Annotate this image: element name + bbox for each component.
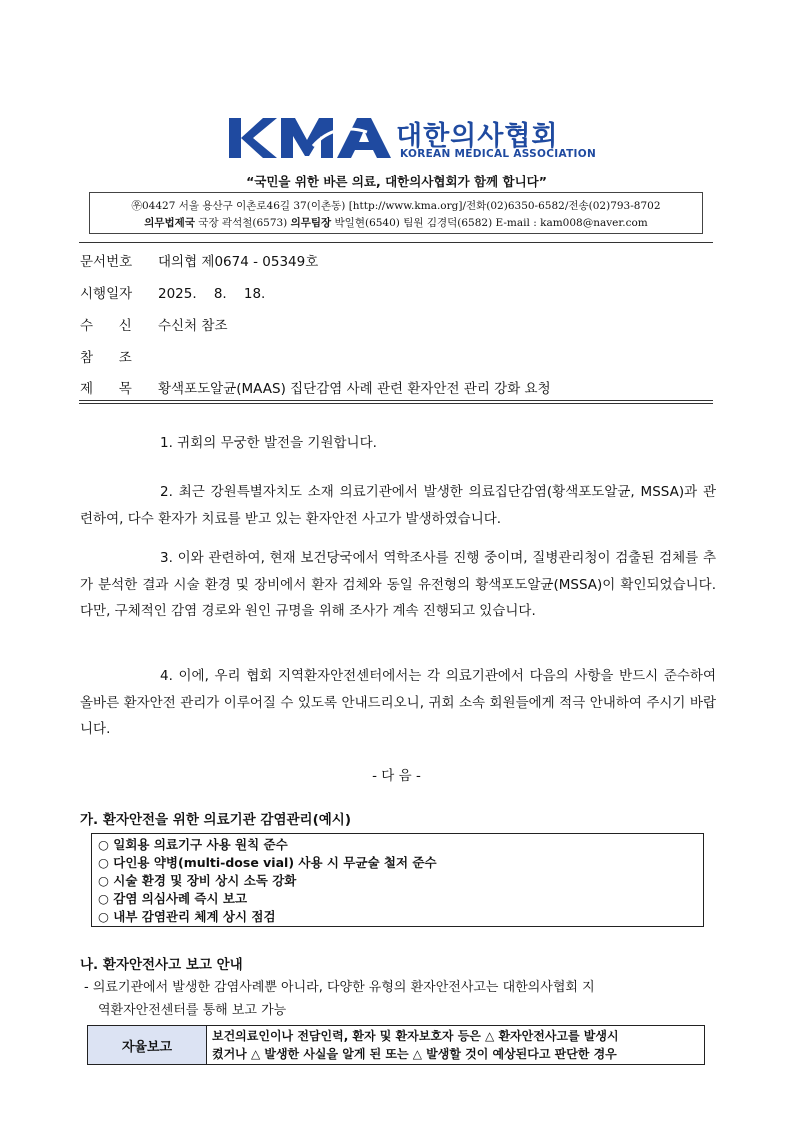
team-contact: 박일현(6540) 팀원 김경덕(6582) E-mail : kam008@naver.com (331, 217, 648, 229)
report-desc-line1: 보건의료인이나 전담인력, 환자 및 환자보호자 등은 △ 환자안전사고를 발생시 (212, 1029, 619, 1043)
report-type-label: 자율보고 (88, 1026, 207, 1064)
subject-row (80, 377, 551, 397)
doc-number-label: 문서번호 (80, 254, 133, 270)
contact-box (89, 192, 703, 234)
meta-bottom-rule-2 (79, 403, 713, 404)
subject-label: 제 목 (80, 381, 132, 397)
dept-label: 의무법제국 (144, 217, 195, 229)
infection-control-list (91, 833, 704, 927)
subject-value: 황색포도알균(MAAS) 집단감염 사례 관련 환자안전 관리 강화 요청 (158, 381, 551, 397)
list-item: ○ 내부 감염관리 체계 상시 점검 (98, 909, 276, 924)
dept-contact: 국장 곽석철(6573) (194, 217, 291, 229)
section-b-note-line2: 역환자안전센터를 통해 보고 가능 (98, 1003, 287, 1018)
paragraph-4: 4. 이에, 우리 협회 지역환자안전센터에서는 각 의료기관에서 다음의 사항을 반드시 준수하여 올바른 환자안전 관리가 이루어질 수 있도록 안내드리오니, 귀회 소속 회원들에게 적극 안내하여 주시기 바랍니다. (80, 668, 716, 737)
report-desc-line2: 켰거나 △ 발생한 사실을 알게 된 또는 △ 발생할 것이 예상된다고 판단한 경우 (212, 1047, 617, 1061)
section-b-title: 나. 환자안전사고 보고 안내 (80, 957, 243, 973)
meta-bottom-rule (79, 400, 713, 401)
org-name-en: KOREAN MEDICAL ASSOCIATION (400, 148, 597, 160)
list-item: ○ 시술 환경 및 장비 상시 소독 강화 (98, 873, 297, 888)
recipient-row (80, 314, 228, 334)
report-table (87, 1025, 705, 1065)
recipient-label: 수 신 (80, 318, 132, 334)
org-name-kr: 대한의사협회 (396, 121, 559, 152)
list-item: ○ 일회용 의료기구 사용 원칙 준수 (98, 837, 288, 852)
list-item: ○ 감염 의심사례 즉시 보고 (98, 891, 248, 906)
section-a-title: 가. 환자안전을 위한 의료기관 감염관리(예시) (80, 812, 352, 828)
meta-top-rule (79, 242, 713, 243)
paragraph-3: 3. 이와 관련하여, 현재 보건당국에서 역학조사를 진행 중이며, 질병관리청이 검출된 검체를 추가 분석한 결과 시술 환경 및 장비에서 환자 검체와 동일 유전형의 황색포도알균(MSSA)이 확인되었습니다. 다만, 구체적인 감염 경로와 원인 규명을 위해 조사가 계속 진행되고 있습니다. (80, 550, 716, 619)
slogan: “국민을 위한 바른 의료, 대한의사협회가 함께 합니다” (246, 174, 547, 189)
team-label: 의무팀장 (290, 217, 332, 229)
address-line: ㉾04427 서울 용산구 이촌로46길 37(이촌동) [http://www.kma.org]/전화(02)6350-6582/전송(02)793-8702 (131, 200, 661, 212)
kma-logo (229, 116, 391, 160)
section-b-note-line1: - 의료기관에서 발생한 감염사례뿐 아니라, 다양한 유형의 환자안전사고는 대한의사협회 지 (84, 980, 595, 995)
date-label: 시행일자 (80, 286, 133, 302)
recipient-value: 수신처 참조 (158, 318, 228, 334)
reference-label: 참 조 (80, 350, 132, 366)
list-item: ○ 다인용 약병(multi-dose vial) 사용 시 무균술 철저 준수 (98, 855, 437, 870)
doc-number: 대의협 제0674 - 05349호 (158, 254, 319, 270)
paragraph-1: 1. 귀회의 무궁한 발전을 기원합니다. (160, 435, 377, 451)
paragraph-2: 2. 최근 강원특별자치도 소재 의료기관에서 발생한 의료집단감염(황색포도알균, MSSA)과 관련하여, 다수 환자가 치료를 받고 있는 환자안전 사고가 발생하였습니다. (80, 484, 716, 527)
contact-line (90, 215, 702, 230)
report-description (212, 1027, 702, 1063)
reference-row (80, 346, 158, 366)
date-row (80, 282, 265, 302)
date-value: 2025. 8. 18. (158, 286, 266, 302)
doc-number-row (80, 250, 318, 270)
divider-text: - 다 음 - (372, 768, 421, 784)
